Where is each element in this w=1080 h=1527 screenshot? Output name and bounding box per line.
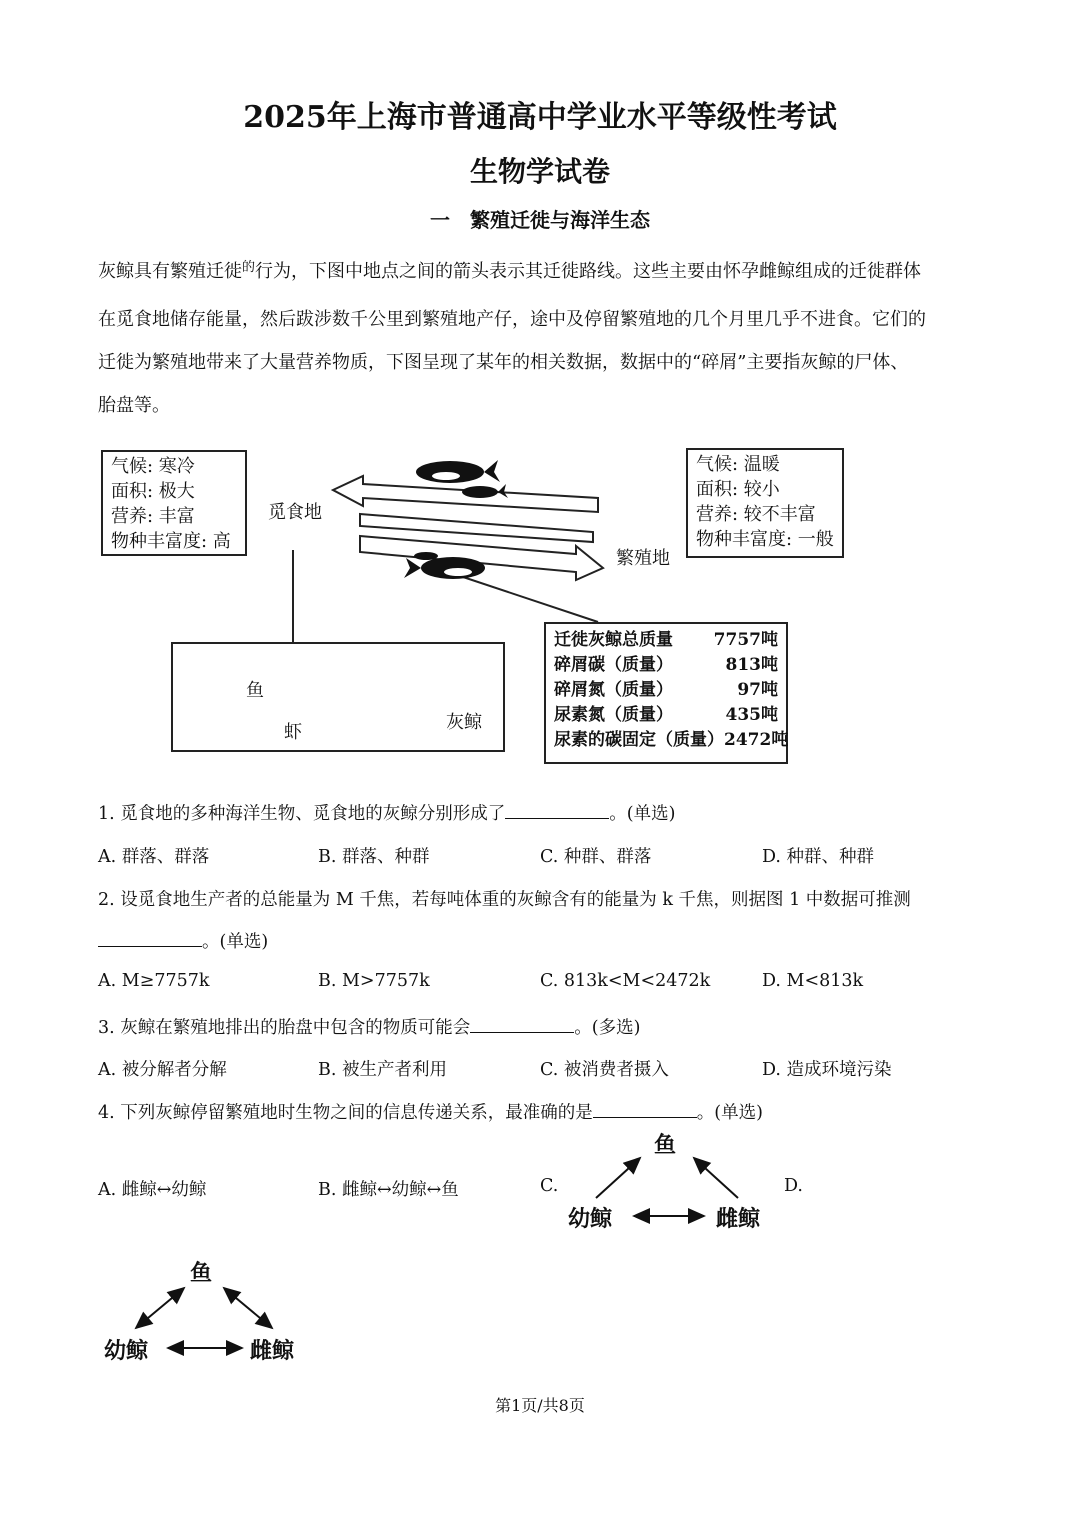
data-row-value: 813吨 [725, 655, 778, 675]
q2-option-d[interactable]: D. M<813k [762, 971, 864, 991]
q3-option-b[interactable]: B. 被生产者利用 [318, 1060, 447, 1080]
q1-option-c[interactable]: C. 种群、群落 [540, 847, 652, 867]
question-3-stem: 3. 灰鲸在繁殖地排出的胎盘中包含的物质可能会 [98, 1018, 471, 1038]
q2-option-c[interactable]: C. 813k<M<2472k [540, 971, 711, 991]
feeding-richness: 物种丰富度: 高 [111, 531, 231, 552]
q4-option-d[interactable]: D. [784, 1176, 803, 1196]
question-4-stem: 4. 下列灰鲸停留繁殖地时生物之间的信息传递关系，最准确的是 [98, 1103, 593, 1123]
question-2-type: 。(单选) [202, 932, 269, 952]
intro-line-1b: 行为，下图中地点之间的箭头表示其迁徙路线。这些主要由怀孕雌鲸组成的迁徙群体 [255, 261, 922, 282]
question-3-type: 。(多选) [574, 1018, 641, 1038]
fish-label: 鱼 [246, 680, 264, 701]
question-3 [98, 1014, 640, 1039]
option-c-female-label: 雌鲸 [716, 1206, 761, 1232]
option-c-calf-label: 幼鲸 [568, 1206, 613, 1232]
intro-line-3: 迁徙为繁殖地带来了大量营养物质，下图呈现了某年的相关数据，数据中的“碎屑”主要指灰鲸的尸体、 [98, 352, 909, 373]
intro-line-1-sup: 的 [242, 260, 256, 275]
option-d-fish-label: 鱼 [190, 1260, 213, 1286]
feeding-climate: 气候: 寒冷 [111, 456, 195, 477]
q4-option-b[interactable]: B. 雌鲸↔幼鲸↔鱼 [318, 1180, 459, 1200]
page-number: 第1页/共8页 [495, 1396, 585, 1415]
data-row-value: 2472吨 [724, 730, 789, 750]
question-4 [98, 1099, 763, 1124]
question-1-stem: 1. 觅食地的多种海洋生物、觅食地的灰鲸分别形成了 [98, 804, 506, 824]
answer-blank[interactable] [593, 1101, 697, 1118]
question-2-stem: 2. 设觅食地生产者的总能量为 M 千焦，若每吨体重的灰鲸含有的能量为 k 千焦，则据图 1 中数据可推测 [98, 890, 911, 910]
data-row-label: 迁徙灰鲸总质量 [554, 630, 673, 650]
arrow-to-breeding-icon [360, 536, 603, 580]
data-row [554, 628, 778, 653]
migration-band-icon [360, 514, 593, 542]
q1-option-d[interactable]: D. 种群、种群 [762, 847, 875, 867]
exam-title: 2025年上海市普通高中学业水平等级性考试 [243, 100, 837, 135]
data-row-value: 7757吨 [713, 630, 778, 650]
shrimp-label: 虾 [284, 722, 302, 743]
question-1-type: 。(单选) [609, 804, 676, 824]
q2-option-a[interactable]: A. M≥7757k [98, 971, 210, 991]
breeding-info-box [686, 448, 844, 558]
q1-option-b[interactable]: B. 群落、种群 [318, 847, 430, 867]
answer-blank[interactable] [98, 930, 202, 947]
data-row [554, 678, 778, 703]
data-row-value: 97吨 [737, 680, 778, 700]
migration-figure [98, 440, 858, 770]
data-row-label: 碎屑氮（质量） [554, 680, 673, 700]
data-row [554, 653, 778, 678]
option-d-calf-label: 幼鲸 [104, 1338, 149, 1364]
section-title: 一 繁殖迁徙与海洋生态 [430, 208, 650, 232]
intro-line-1a: 灰鲸具有繁殖迁徙 [98, 261, 242, 282]
feeding-nutrition: 营养: 丰富 [111, 506, 195, 527]
q4-option-a[interactable]: A. 雌鲸↔幼鲸 [98, 1180, 207, 1200]
data-row [554, 703, 778, 728]
question-2-line2 [98, 928, 268, 953]
option-c-diagram[interactable] [566, 1126, 786, 1236]
data-row-value: 435吨 [725, 705, 778, 725]
feeding-ground-label: 觅食地 [268, 502, 322, 523]
option-d-diagram[interactable] [100, 1256, 320, 1368]
feeding-area: 面积: 极大 [111, 481, 195, 502]
question-1 [98, 800, 675, 825]
q3-option-a[interactable]: A. 被分解者分解 [98, 1060, 227, 1080]
intro-line-4: 胎盘等。 [98, 395, 170, 416]
paper-subtitle: 生物学试卷 [469, 155, 610, 188]
intro-line-2: 在觅食地储存能量，然后跋涉数千公里到繁殖地产仔，途中及停留繁殖地的几个月里几乎不进食。它们的 [98, 309, 926, 330]
breeding-climate: 气候: 温暖 [696, 454, 780, 475]
answer-blank[interactable] [470, 1016, 574, 1033]
breeding-nutrition: 营养: 较不丰富 [696, 504, 816, 525]
q3-option-c[interactable]: C. 被消费者摄入 [540, 1060, 669, 1080]
option-c-fish-label: 鱼 [654, 1132, 677, 1158]
whale-label: 灰鲸 [446, 712, 482, 733]
option-d-female-label: 雌鲸 [250, 1338, 295, 1364]
migration-data-table [544, 622, 788, 764]
q3-option-d[interactable]: D. 造成环境污染 [762, 1060, 892, 1080]
feeding-info-box [101, 450, 247, 556]
data-row-label: 碎屑碳（质量） [554, 655, 673, 675]
data-row-label: 尿素的碳固定（质量） [554, 730, 724, 750]
intro-line-1 [98, 256, 978, 283]
q4-option-c[interactable]: C. [540, 1176, 559, 1196]
question-4-type: 。(单选) [696, 1103, 763, 1123]
answer-blank[interactable] [505, 802, 609, 819]
data-row-label: 尿素氮（质量） [554, 705, 673, 725]
breeding-richness: 物种丰富度: 一般 [696, 529, 834, 550]
food-chain-box [171, 642, 505, 752]
breeding-area: 面积: 较小 [696, 479, 780, 500]
q2-option-b[interactable]: B. M>7757k [318, 971, 430, 991]
q1-option-a[interactable]: A. 群落、群落 [98, 847, 210, 867]
breeding-ground-label: 繁殖地 [616, 548, 670, 569]
data-row [554, 728, 789, 753]
